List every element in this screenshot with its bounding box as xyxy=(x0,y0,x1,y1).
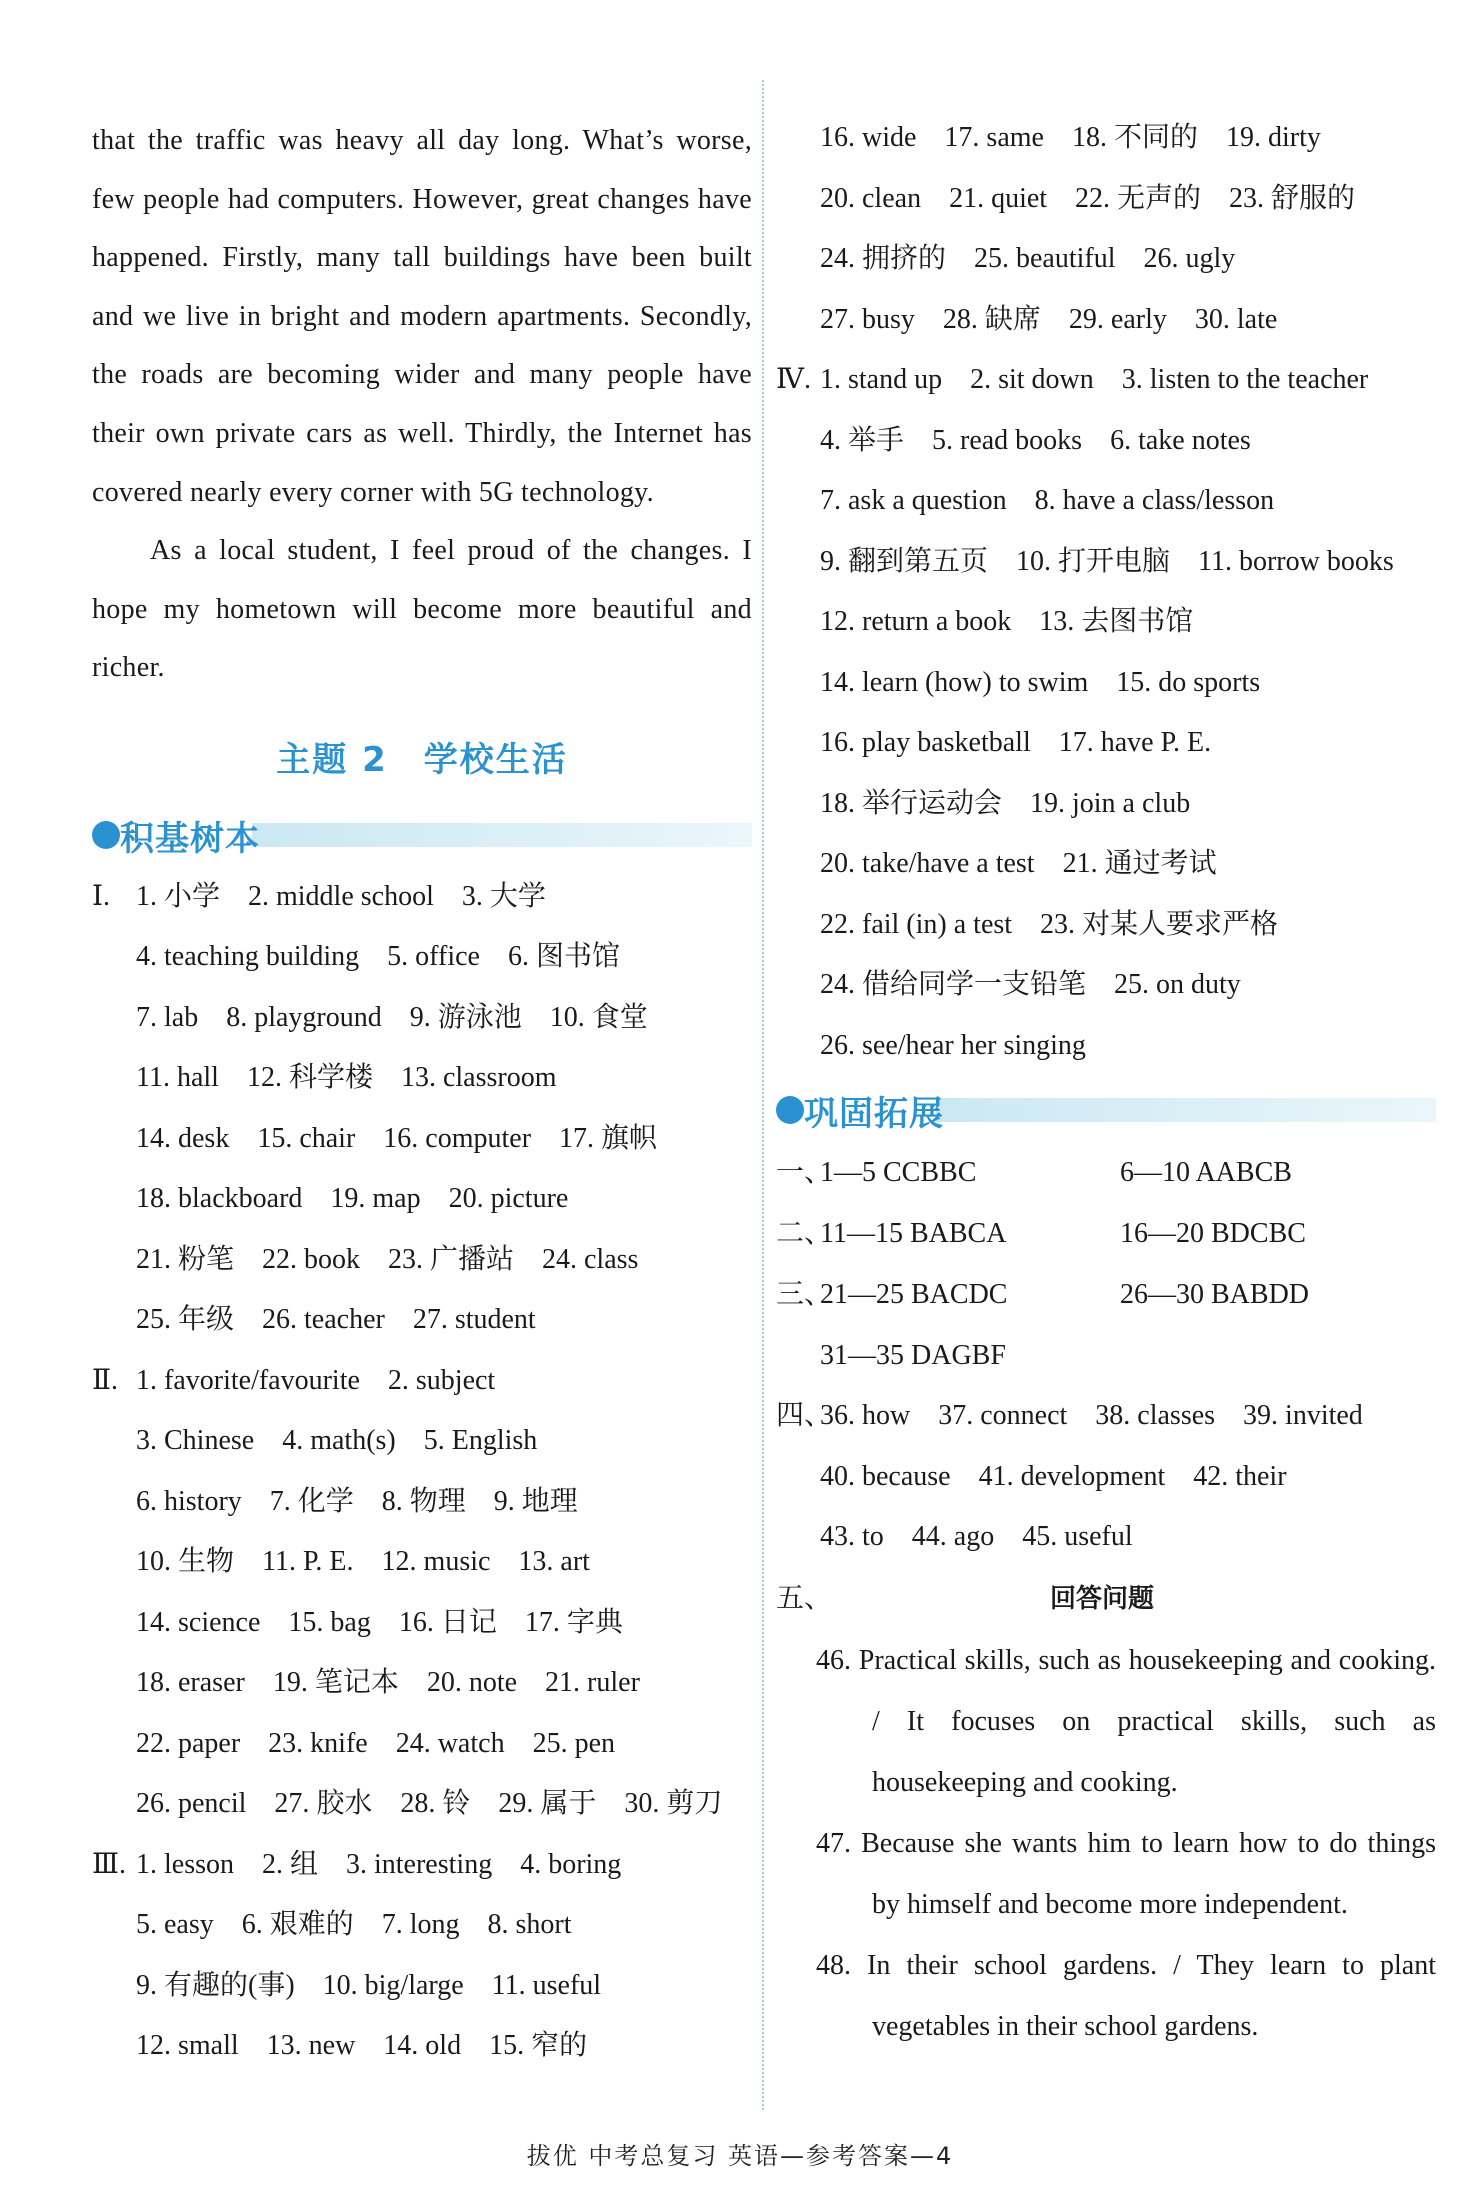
answer-text: 9. 有趣的(事) 10. big/large 11. useful xyxy=(136,1969,602,2001)
essay-paragraph-2: As a local student, I feel proud of the changes. I hope my hometown will become more beautiful and richer. xyxy=(92,535,752,684)
essay-paragraph-1: that the traffic was heavy all day long. What’s worse, few people had computers. However, great changes have happened. Firstly, many tall buildings have been built and we live in bright and modern apartments. Secondly, the roads are becoming wider and many people have their own private cars as well. Thirdly, the Internet has covered nearly every corner with 5G technology. xyxy=(92,125,752,508)
answer-line xyxy=(776,532,1436,593)
fill-row xyxy=(776,1507,1436,1568)
answer-line xyxy=(776,774,1436,835)
choice-group: 1—5 CCBBC xyxy=(820,1157,977,1188)
answer-text: 12. return a book 13. 去图书馆 xyxy=(820,606,1194,637)
answer-line xyxy=(92,1351,752,1412)
answer-text: 16. wide 17. same 18. 不同的 19. dirty xyxy=(820,122,1321,153)
vocab-list-right xyxy=(776,108,1436,1076)
answer-text: 12. small 13. new 14. old 15. 窄的 xyxy=(136,2030,588,2062)
choice-group: 16—20 BDCBC xyxy=(1120,1218,1306,1249)
answer-text: 7. lab 8. playground 9. 游泳池 10. 食堂 xyxy=(136,1001,648,1033)
qa-answer: 46. Practical skills, such as housekeeping and cooking. / It focuses on practical skills, such as housekeeping and cooking. xyxy=(816,1644,1436,1798)
answer-line xyxy=(92,1048,752,1109)
answer-text: 1. lesson 2. 组 3. interesting 4. boring xyxy=(136,1848,622,1880)
answer-line xyxy=(776,955,1436,1016)
answer-text: 21. 粉笔 22. book 23. 广播站 24. class xyxy=(136,1243,639,1275)
answer-line xyxy=(92,1109,752,1170)
answer-text: 20. clean 21. quiet 22. 无声的 23. 舒服的 xyxy=(820,182,1356,214)
fill-text: 36. how 37. connect 38. classes 39. invited xyxy=(820,1400,1363,1431)
answer-text: 1. 小学 2. middle school 3. 大学 xyxy=(136,880,546,912)
answer-text: 14. science 15. bag 16. 日记 17. 字典 xyxy=(136,1606,623,1638)
part-marker: 三、 xyxy=(776,1279,833,1310)
choice-group: 26—30 BABDD xyxy=(1120,1279,1310,1310)
answer-line xyxy=(92,927,752,988)
answer-line xyxy=(776,290,1436,351)
fill-row xyxy=(776,1447,1436,1508)
answer-text: 26. pencil 27. 胶水 28. 铃 29. 属于 30. 剪刀 xyxy=(136,1788,723,1820)
choice-row xyxy=(776,1142,1436,1203)
choice-answers xyxy=(776,1142,1436,1386)
right-column xyxy=(776,108,1436,2057)
answer-text: 11. hall 12. 科学楼 13. classroom xyxy=(136,1062,557,1094)
answer-line xyxy=(776,713,1436,774)
qa-answers xyxy=(776,1630,1436,2057)
answer-line xyxy=(92,1956,752,2017)
answer-text: 3. Chinese 4. math(s) 5. English xyxy=(136,1425,538,1457)
answer-line xyxy=(92,1774,752,1835)
answer-line xyxy=(776,592,1436,653)
choice-group: 21—25 BACDC xyxy=(820,1279,1008,1310)
answer-text: 7. ask a question 8. have a class/lesson xyxy=(820,485,1275,516)
answer-text: 24. 借给同学一支铅笔 25. on duty xyxy=(820,969,1241,1000)
answer-line xyxy=(92,1411,752,1472)
answer-line xyxy=(776,108,1436,169)
section-header-consolidate xyxy=(776,1086,1436,1134)
answer-text: 9. 翻到第五页 10. 打开电脑 11. borrow books xyxy=(820,545,1394,577)
answer-line xyxy=(776,471,1436,532)
roman-marker: Ⅳ. xyxy=(776,364,811,395)
answer-text: 18. 举行运动会 19. join a club xyxy=(820,787,1191,819)
choice-group: 6—10 AABCB xyxy=(1120,1157,1292,1188)
fill-text: 43. to 44. ago 45. useful xyxy=(820,1521,1133,1552)
roman-marker: Ⅱ. xyxy=(92,1364,119,1396)
answer-line xyxy=(92,1169,752,1230)
answer-text: 20. take/have a test 21. 通过考试 xyxy=(820,848,1217,879)
fill-text: 40. because 41. development 42. their xyxy=(820,1460,1287,1492)
section-title: 积基树本 xyxy=(120,818,260,859)
topic-title: 主题 2 学校生活 xyxy=(276,739,568,780)
part-marker: 四、 xyxy=(776,1400,833,1431)
answer-line xyxy=(92,1290,752,1351)
part-marker: 一、 xyxy=(776,1157,833,1188)
answer-line xyxy=(92,1835,752,1896)
answer-line xyxy=(92,2016,752,2077)
part5-title: 回答问题 xyxy=(1050,1583,1155,1614)
answer-line xyxy=(92,1895,752,1956)
part-marker: 二、 xyxy=(776,1218,833,1249)
answer-line xyxy=(92,1653,752,1714)
answer-text: 18. eraser 19. 笔记本 20. note 21. ruler xyxy=(136,1667,640,1699)
answer-line xyxy=(92,1714,752,1775)
answer-text: 25. 年级 26. teacher 27. student xyxy=(136,1304,536,1336)
choice-row xyxy=(776,1325,1436,1386)
answer-line xyxy=(92,1230,752,1291)
answer-line xyxy=(776,653,1436,714)
column-divider xyxy=(762,80,764,2110)
answer-line xyxy=(776,1016,1436,1077)
answer-text: 4. teaching building 5. office 6. 图书馆 xyxy=(136,941,620,973)
part5-header xyxy=(776,1568,1436,1630)
answer-line xyxy=(92,867,752,928)
answer-text: 4. 举手 5. read books 6. take notes xyxy=(820,424,1251,456)
answer-line xyxy=(776,229,1436,290)
answer-text: 5. easy 6. 艰难的 7. long 8. short xyxy=(136,1909,572,1941)
roman-marker: Ⅲ. xyxy=(92,1848,127,1880)
bullet-dot-icon xyxy=(92,821,120,849)
bullet-dot-icon xyxy=(776,1096,804,1124)
page-footer: 拔优 中考总复习 英语—参考答案—4 xyxy=(526,2142,954,2170)
choice-group: 11—15 BABCA xyxy=(820,1218,1007,1249)
choice-group: 31—35 DAGBF xyxy=(820,1340,1006,1371)
answer-text: 1. stand up 2. sit down 3. listen to the teacher xyxy=(820,364,1369,395)
answer-text: 6. history 7. 化学 8. 物理 9. 地理 xyxy=(136,1485,578,1517)
answer-line xyxy=(776,411,1436,472)
qa-answer: 48. In their school gardens. / They learn to plant vegetables in their school gardens. xyxy=(816,1949,1436,2042)
answer-text: 18. blackboard 19. map 20. picture xyxy=(136,1183,569,1215)
answer-text: 14. learn (how) to swim 15. do sports xyxy=(820,666,1261,698)
roman-marker: Ⅰ. xyxy=(92,880,111,912)
choice-row xyxy=(776,1203,1436,1264)
answer-text: 14. desk 15. chair 16. computer 17. 旗帜 xyxy=(136,1122,658,1154)
section-title: 巩固拓展 xyxy=(804,1094,944,1134)
qa-answer: 47. Because she wants him to learn how to do things by himself and become more independent. xyxy=(816,1827,1436,1920)
answer-text: 22. fail (in) a test 23. 对某人要求严格 xyxy=(820,908,1279,940)
answer-line xyxy=(92,1593,752,1654)
section-header-bar xyxy=(936,1098,1436,1122)
answer-text: 1. favorite/favourite 2. subject xyxy=(136,1364,496,1396)
answer-text: 10. 生物 11. P. E. 12. music 13. art xyxy=(136,1546,590,1578)
answer-line xyxy=(776,350,1436,411)
answer-text: 27. busy 28. 缺席 29. early 30. late xyxy=(820,303,1278,335)
section-header-bar xyxy=(252,823,752,847)
answer-line xyxy=(776,834,1436,895)
section-header-basics xyxy=(92,811,752,859)
left-column xyxy=(92,112,752,2077)
choice-row xyxy=(776,1264,1436,1325)
answer-text: 16. play basketball 17. have P. E. xyxy=(820,727,1212,758)
answer-line xyxy=(92,988,752,1049)
fill-answers xyxy=(776,1386,1436,1568)
answer-text: 24. 拥挤的 25. beautiful 26. ugly xyxy=(820,243,1236,274)
part5-marker: 五、 xyxy=(776,1582,833,1614)
fill-row xyxy=(776,1386,1436,1447)
answer-text: 22. paper 23. knife 24. watch 25. pen xyxy=(136,1727,615,1759)
answer-line xyxy=(92,1532,752,1593)
answer-line xyxy=(776,169,1436,230)
answer-text: 26. see/hear her singing xyxy=(820,1029,1086,1061)
answer-line xyxy=(776,895,1436,956)
vocab-list-left xyxy=(92,867,752,2077)
answer-line xyxy=(92,1472,752,1533)
